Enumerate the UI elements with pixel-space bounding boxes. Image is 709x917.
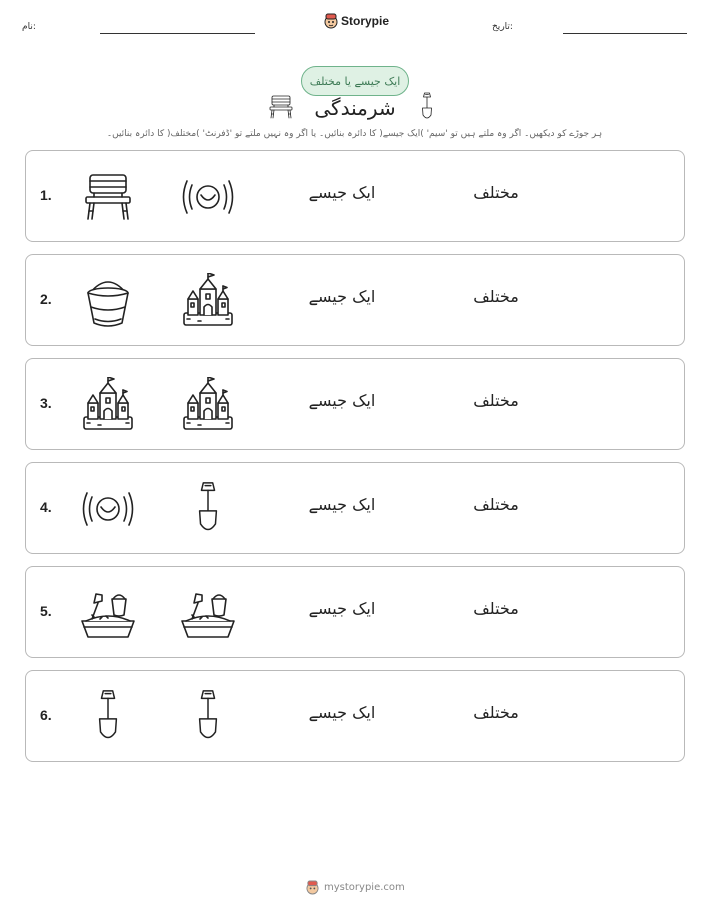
name-field-line[interactable] bbox=[100, 33, 255, 34]
same-option[interactable]: ایک جیسے bbox=[308, 391, 376, 410]
storypie-logo-icon bbox=[324, 13, 338, 29]
pair-row bbox=[25, 150, 685, 242]
same-option[interactable]: ایک جیسے bbox=[308, 703, 376, 722]
page-title: شرمندگی bbox=[314, 96, 396, 120]
row-number: 3. bbox=[40, 395, 52, 411]
shovel-icon bbox=[178, 689, 238, 745]
brand-name: Storypie bbox=[341, 14, 390, 28]
beach-ball-icon bbox=[178, 169, 238, 225]
same-option[interactable]: ایک جیسے bbox=[308, 183, 376, 202]
different-option[interactable]: مختلف bbox=[473, 287, 519, 306]
name-label: نام: bbox=[22, 22, 36, 32]
pair-row bbox=[25, 358, 685, 450]
worksheet-type-badge: ایک جیسے یا مختلف bbox=[301, 66, 409, 96]
shovel-icon bbox=[178, 481, 238, 537]
different-option[interactable]: مختلف bbox=[473, 599, 519, 618]
different-option[interactable]: مختلف bbox=[473, 703, 519, 722]
footer bbox=[306, 880, 405, 895]
sandcastle-icon bbox=[78, 377, 138, 433]
sandbox-icon bbox=[178, 585, 238, 641]
bucket-icon bbox=[78, 273, 138, 329]
sandbox-icon bbox=[78, 585, 138, 641]
same-option[interactable]: ایک جیسے bbox=[308, 599, 376, 618]
pair-row bbox=[25, 670, 685, 762]
instructions: ہر جوڑے کو دیکھیں۔ اگر وہ ملتے ہیں تو 'سیم' )ایک جیسے( کا دائرہ بنائیں۔ یا اگر وہ نہیں ملتے تو 'ڈفرنٹ' )مختلف( کا دائرہ بنائیں۔ bbox=[106, 129, 603, 139]
storypie-logo-icon bbox=[306, 880, 319, 895]
row-number: 4. bbox=[40, 499, 52, 515]
pair-row bbox=[25, 462, 685, 554]
date-field-line[interactable] bbox=[563, 33, 687, 34]
date-label: تاریخ: bbox=[492, 22, 513, 32]
different-option[interactable]: مختلف bbox=[473, 391, 519, 410]
beach-ball-icon bbox=[78, 481, 138, 537]
shovel-icon bbox=[78, 689, 138, 745]
sandcastle-icon bbox=[178, 273, 238, 329]
pair-row bbox=[25, 254, 685, 346]
sandcastle-icon bbox=[178, 377, 238, 433]
footer-url[interactable]: mystorypie.com bbox=[324, 882, 405, 893]
bench-icon bbox=[266, 93, 296, 121]
brand bbox=[324, 13, 389, 29]
row-number: 1. bbox=[40, 187, 52, 203]
row-number: 5. bbox=[40, 603, 52, 619]
row-number: 6. bbox=[40, 707, 52, 723]
pair-row bbox=[25, 566, 685, 658]
same-option[interactable]: ایک جیسے bbox=[308, 287, 376, 306]
different-option[interactable]: مختلف bbox=[473, 183, 519, 202]
shovel-icon bbox=[418, 92, 436, 122]
row-number: 2. bbox=[40, 291, 52, 307]
different-option[interactable]: مختلف bbox=[473, 495, 519, 514]
same-option[interactable]: ایک جیسے bbox=[308, 495, 376, 514]
worksheet-header bbox=[0, 0, 709, 50]
bench-icon bbox=[78, 169, 138, 225]
